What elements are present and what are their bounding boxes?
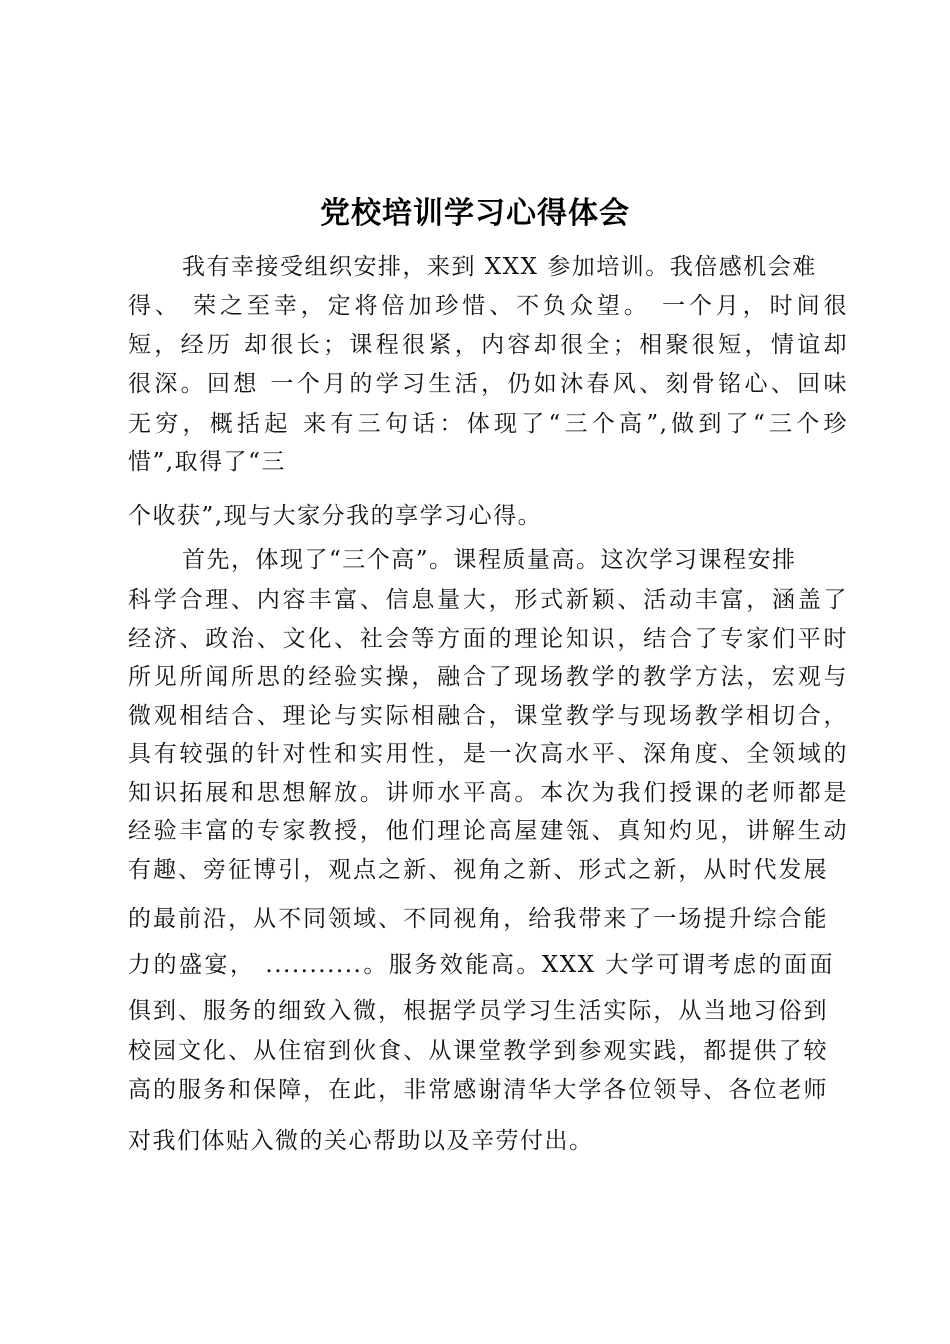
paragraph-line: 得、 荣之至幸，定将倍加珍惜、不负众望。 一个月，时间很: [128, 293, 848, 319]
paragraph-line: 所见所闻所思的经验实操，融合了现场教学的教学方法，宏观与: [128, 664, 848, 690]
paragraph-line: 无穷，概括起 来有三句话：体现了“三个高”,做到了“三个珍: [128, 411, 848, 437]
paragraph-line: 首先，体现了“三个高”。课程质量高。这次学习课程安排: [182, 547, 797, 573]
paragraph-line: 力的盛宴， ...........。服务效能高。XXX 大学可谓考虑的面面: [128, 952, 834, 978]
paragraph-line: 个收获”,现与大家分我的享学习心得。: [128, 503, 543, 529]
paragraph-line: 经验丰富的专家教授，他们理论高屋建瓴、真知灼见，讲解生动: [128, 818, 848, 844]
paragraph-line: 俱到、服务的细致入微，根据学员学习生活实际，从当地习俗到: [128, 998, 828, 1024]
paragraph-line: 短，经历 却很长；课程很紧，内容却很全；相聚很短，情谊却: [128, 332, 848, 358]
paragraph-line: 很深。回想 一个月的学习生活，仍如沐春风、刻骨铭心、回味: [128, 371, 848, 397]
paragraph-line: 有趣、旁征博引，观点之新、视角之新、形式之新，从时代发展: [128, 857, 828, 883]
document-title: 党校培训学习心得体会: [320, 196, 630, 231]
paragraph-line: 微观相结合、理论与实际相融合，课堂教学与现场教学相切合，: [128, 703, 848, 729]
paragraph-line: 的最前沿，从不同领域、不同视角，给我带来了一场提升综合能: [128, 906, 828, 932]
paragraph-line: 惜”,取得了“三: [128, 449, 286, 475]
paragraph-line: 知识拓展和思想解放。讲师水平高。本次为我们授课的老师都是: [128, 780, 848, 806]
paragraph-line: 科学合理、内容丰富、信息量大，形式新颖、活动丰富，涵盖了: [128, 587, 848, 613]
paragraph-line: 经济、政治、文化、社会等方面的理论知识，结合了专家们平时: [128, 626, 848, 652]
paragraph-line: 我有幸接受组织安排，来到 XXX 参加培训。我倍感机会难: [182, 254, 817, 280]
paragraph-line: 校园文化、从住宿到伙食、从课堂教学到参观实践，都提供了较: [128, 1038, 828, 1064]
paragraph-line: 对我们体贴入微的关心帮助以及辛劳付出。: [128, 1128, 594, 1154]
paragraph-line: 具有较强的针对性和实用性，是一次高水平、深角度、全领域的: [128, 741, 848, 767]
paragraph-line: 高的服务和保障，在此，非常感谢清华大学各位领导、各位老师: [128, 1077, 828, 1103]
